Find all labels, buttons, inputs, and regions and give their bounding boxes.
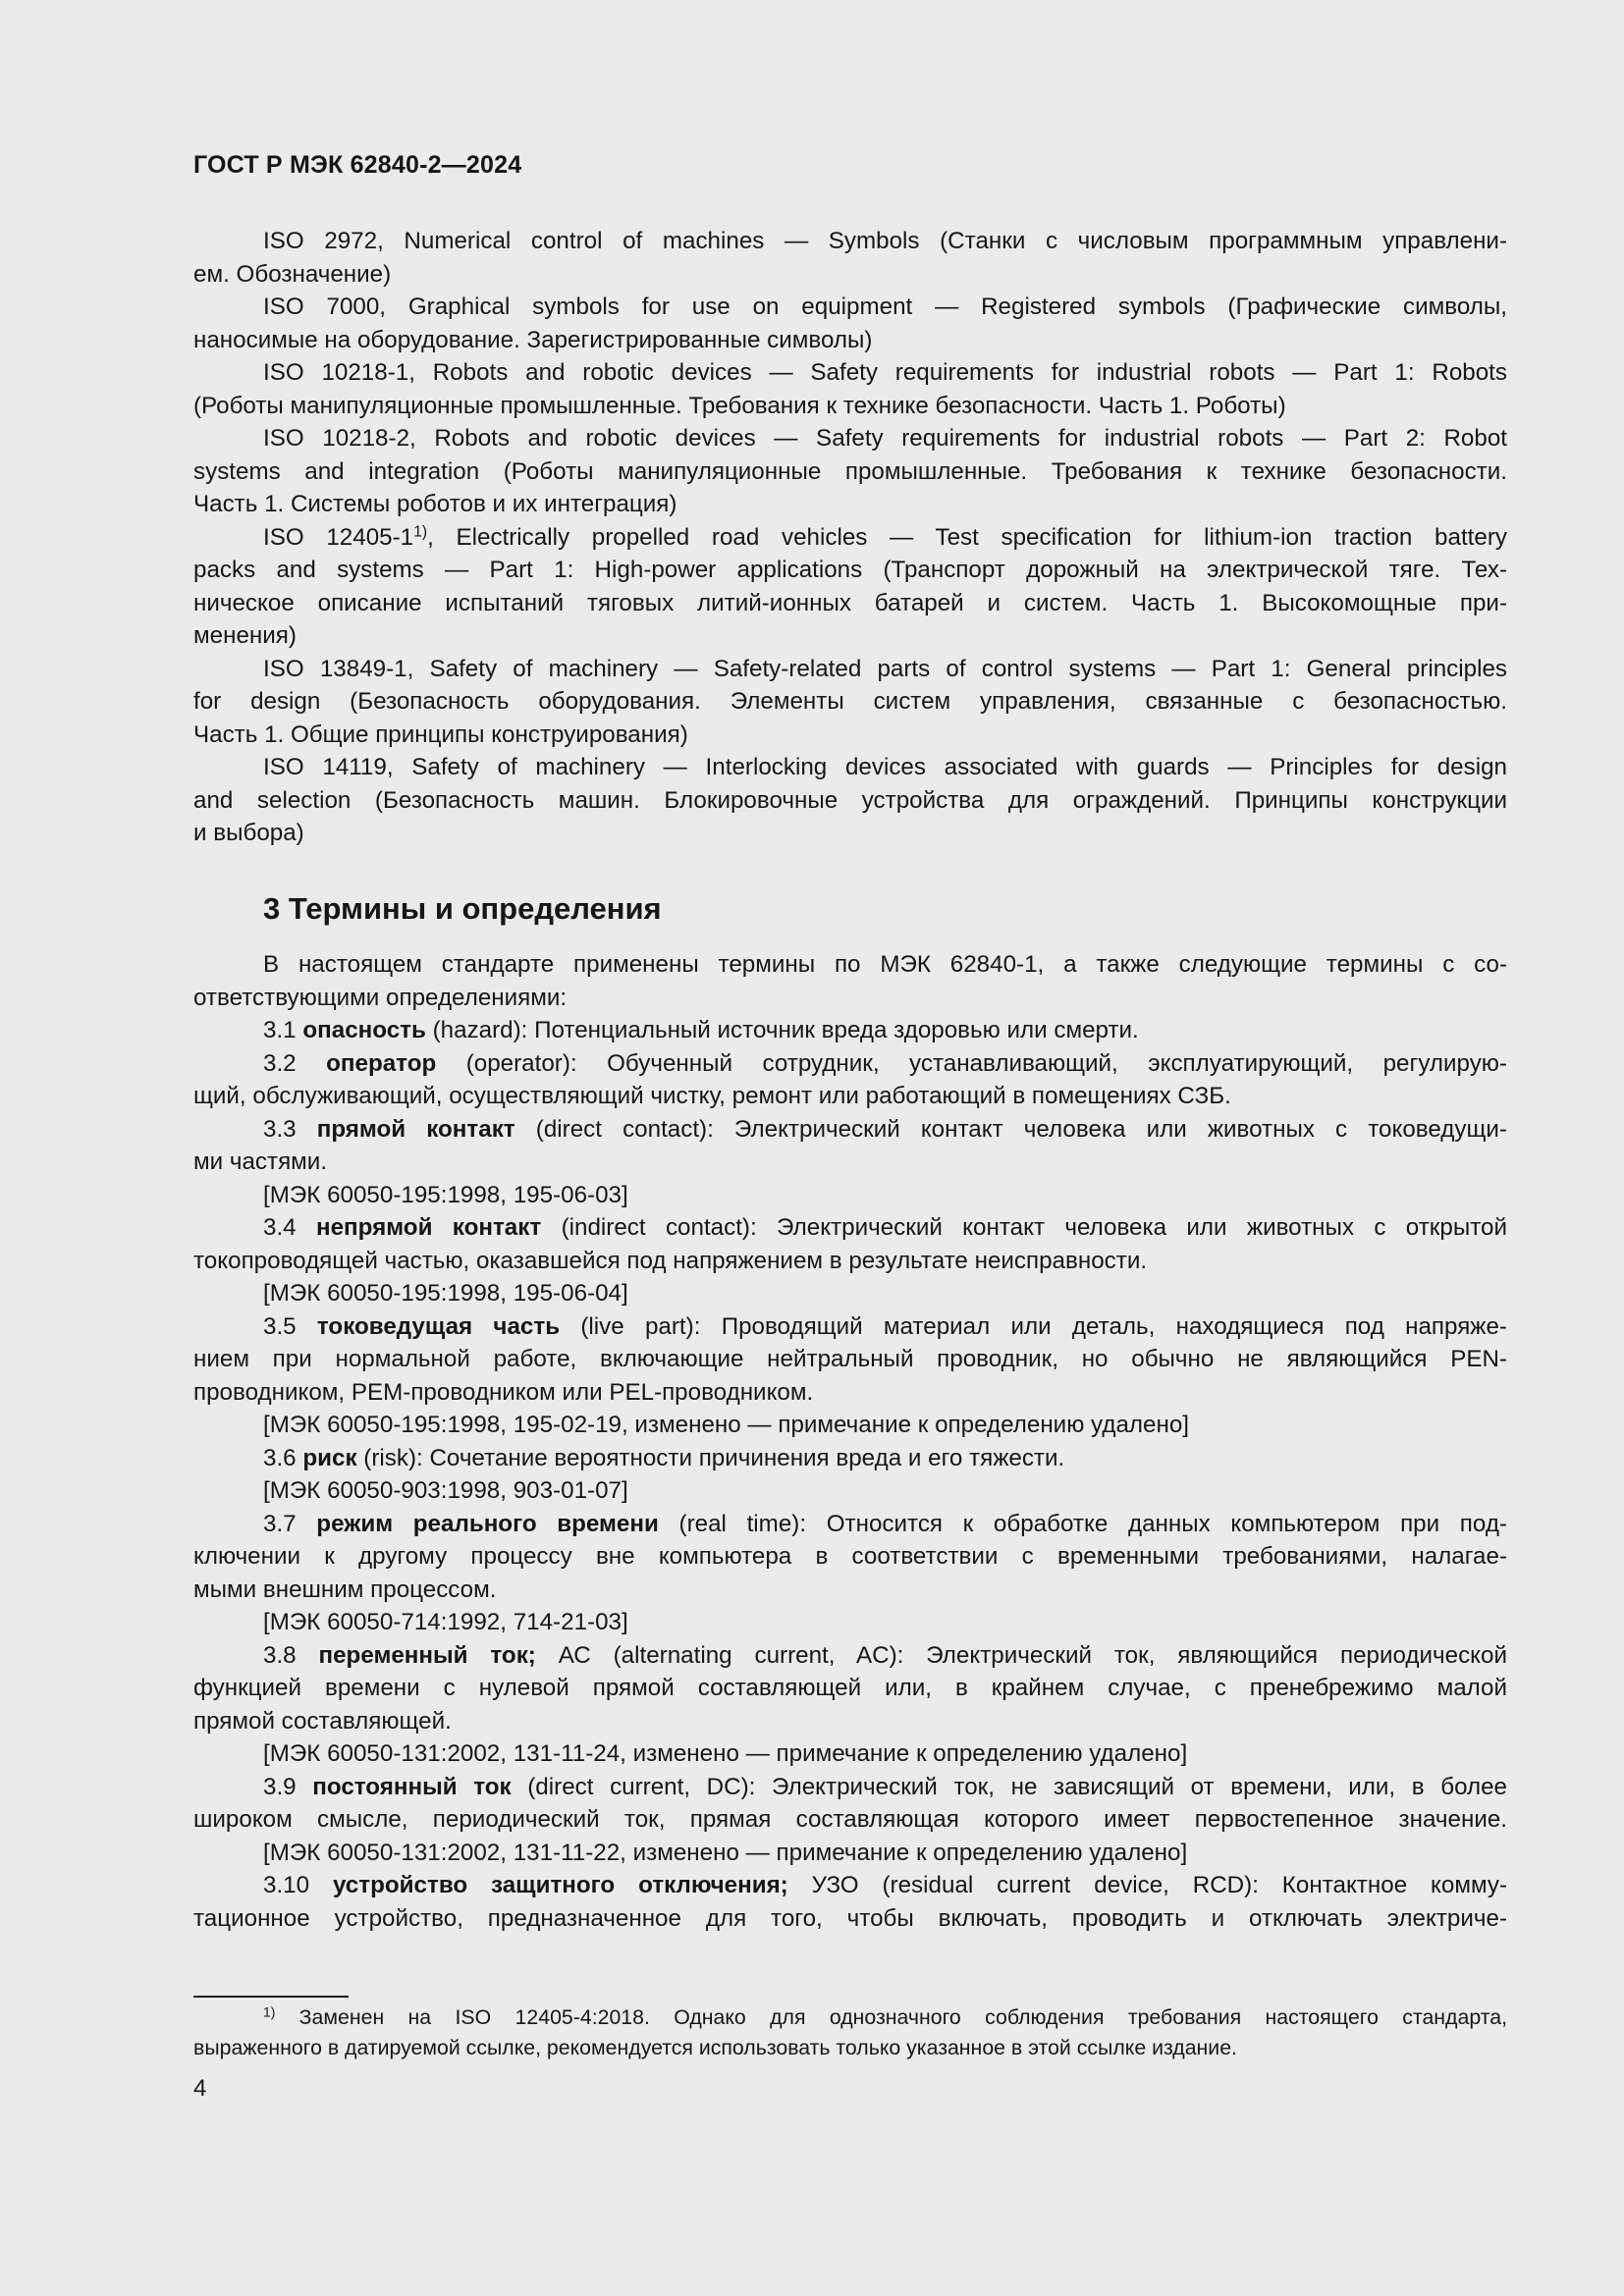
footnote-line-2: выраженного в датируемой ссылке, рекомендуется использовать только указанное в этой ссылке издание. xyxy=(193,2036,1237,2059)
term-3-4-line-1: 3.4 непрямой контакт (indirect contact): Электрический контакт человека или животных с открытой xyxy=(263,1214,1507,1241)
reference-iso-12405-1-line-3: ническое описание испытаний тяговых литий-ионных батарей и систем. Часть 1. Высокомощные при- xyxy=(193,589,1507,616)
term-3-9-line-2: широком смысле, периодический ток, прямая составляющая которого имеет первостепенное значение. xyxy=(193,1806,1507,1833)
term-3-7-line-3: мыми внешним процессом. xyxy=(193,1575,497,1603)
page-number: 4 xyxy=(193,2075,207,2102)
reference-iso-12405-1-line-2: packs and systems — Part 1: High-power applications (Транспорт дорожный на электрической тяге. Тех- xyxy=(193,557,1507,583)
term-3-2-line-2: щий, обслуживающий, осуществляющий чистку, ремонт или работающий в помещениях СЗБ. xyxy=(193,1083,1231,1109)
reference-iso-2972-line-1: ISO 2972, Numerical control of machines — Symbols (Станки с числовым программным управлени- xyxy=(263,228,1507,254)
reference-iso-2972-line-2: ем. Обозначение) xyxy=(193,260,392,288)
term-3-4-line-2: токопроводящей частью, оказавшейся под напряжением в результате неисправности. xyxy=(193,1247,1148,1274)
reference-iso-10218-1-line-2: (Роботы манипуляционные промышленные. Требования к технике безопасности. Часть 1. Роботы) xyxy=(193,392,1286,419)
footnote-separator xyxy=(193,1996,349,1998)
term-3-9-source: [МЭК 60050-131:2002, 131-11-22, изменено — примечание к определению удалено] xyxy=(263,1839,1188,1866)
reference-iso-13849-1-line-3: Часть 1. Общие принципы конструирования) xyxy=(193,721,688,748)
reference-iso-13849-1-line-1: ISO 13849-1, Safety of machinery — Safety-related parts of control systems — Part 1: General principles xyxy=(263,655,1507,682)
section-intro-line-2: ответствующими определениями: xyxy=(193,984,568,1011)
term-3-9-line-1: 3.9 постоянный ток (direct current, DC): Электрический ток, не зависящий от времени, или, в более xyxy=(263,1773,1508,1800)
term-3-6-source: [МЭК 60050-903:1998, 903-01-07] xyxy=(263,1477,628,1504)
reference-iso-12405-1-line-4: менения) xyxy=(193,622,297,649)
term-3-6: 3.6 риск (risk): Сочетание вероятности причинения вреда и его тяжести. xyxy=(263,1444,1065,1471)
term-3-7-source: [МЭК 60050-714:1992, 714-21-03] xyxy=(263,1609,628,1635)
term-3-5-line-3: проводником, PEM-проводником или PEL-проводником. xyxy=(193,1378,814,1406)
footnote-mark: 1) xyxy=(263,2003,276,2020)
term-3-5-line-1: 3.5 токоведущая часть (live part): Проводящий материал или деталь, находящиеся под напряже- xyxy=(263,1312,1507,1340)
term-3-3-source: [МЭК 60050-195:1998, 195-06-03] xyxy=(263,1181,628,1208)
reference-iso-10218-2-line-3: Часть 1. Системы роботов и их интеграция) xyxy=(193,491,677,517)
standard-header: ГОСТ Р МЭК 62840-2—2024 xyxy=(193,151,522,179)
reference-iso-10218-1-line-1: ISO 10218-1, Robots and robotic devices — Safety requirements for industrial robots — Part 1: Robots xyxy=(263,359,1507,386)
term-3-8-line-3: прямой составляющей. xyxy=(193,1707,452,1735)
term-3-10-line-2: тационное устройство, предназначенное для того, чтобы включать, проводить и отключать электриче- xyxy=(193,1904,1507,1932)
reference-iso-10218-2-line-1: ISO 10218-2, Robots and robotic devices — Safety requirements for industrial robots — Part 2: Robot xyxy=(263,425,1507,452)
footnote-line-1: $^{1)}$ Заменен на ISO 12405-4:2018. Однако для однозначного соблюдения требования настоящего стандарта, xyxy=(263,2003,1507,2029)
term-3-3-line-1: 3.3 прямой контакт (direct contact): Электрический контакт человека или животных с токоведущи- xyxy=(263,1115,1507,1143)
term-3-5-line-2: нием при нормальной работе, включающие нейтральный проводник, но обычно не являющийся PEN- xyxy=(193,1346,1507,1372)
term-3-4-source: [МЭК 60050-195:1998, 195-06-04] xyxy=(263,1280,628,1307)
term-3-7-line-1: 3.7 режим реального времени (real time): Относится к обработке данных компьютером при под- xyxy=(263,1510,1507,1537)
term-3-3-line-2: ми частями. xyxy=(193,1148,328,1175)
reference-iso-10218-2-line-2: systems and integration (Роботы манипуляционные промышленные. Требования к технике безопасности. xyxy=(193,457,1507,485)
reference-iso-13849-1-line-2: for design (Безопасность оборудования. Элементы систем управления, связанные с безопасностью. xyxy=(193,688,1507,715)
reference-iso-12405-1-line-1: ISO 12405-1$^{1)}$, Electrically propelled road vehicles — Test specification for lithium-ion traction battery xyxy=(263,522,1507,551)
section-heading: 3 Термины и определения xyxy=(263,891,662,926)
term-3-5-source: [МЭК 60050-195:1998, 195-02-19, изменено — примечание к определению удалено] xyxy=(263,1412,1190,1438)
section-intro-line-1: В настоящем стандарте применены термины по МЭК 62840-1, а также следующие термины с со- xyxy=(263,951,1507,978)
term-3-8-line-1: 3.8 переменный ток; АС (alternating current, AC): Электрический ток, являющийся периодической xyxy=(263,1641,1507,1669)
term-3-8-line-2: функцией времени с нулевой прямой составляющей или, в крайнем случае, с пренебрежимо малой xyxy=(193,1675,1507,1701)
reference-iso-7000-line-1: ISO 7000, Graphical symbols for use on equipment — Registered symbols (Графические символы, xyxy=(263,294,1507,320)
term-3-2-line-1: 3.2 оператор (operator): Обученный сотрудник, устанавливающий, эксплуатирующий, регулирую- xyxy=(263,1049,1507,1077)
reference-iso-7000-line-2: наносимые на оборудование. Зарегистрированные символы) xyxy=(193,326,873,353)
term-3-7-line-2: ключении к другому процессу вне компьютера в соответствии с временными требованиями, налагае- xyxy=(193,1543,1507,1570)
term-3-10-line-1: 3.10 устройство защитного отключения; УЗО (residual current device, RCD): Контактное комму- xyxy=(263,1872,1507,1898)
reference-iso-14119-line-3: и выбора) xyxy=(193,820,304,846)
term-3-1: 3.1 опасность (hazard): Потенциальный источник вреда здоровью или смерти. xyxy=(263,1017,1139,1043)
term-3-8-source: [МЭК 60050-131:2002, 131-11-24, изменено — примечание к определению удалено] xyxy=(263,1740,1188,1767)
reference-iso-14119-line-1: ISO 14119, Safety of machinery — Interlocking devices associated with guards — Principles for design xyxy=(263,754,1507,780)
footnote-ref-mark[interactable]: 1) xyxy=(413,522,428,540)
reference-iso-14119-line-2: and selection (Безопасность машин. Блокировочные устройства для ограждений. Принципы конструкции xyxy=(193,786,1507,814)
